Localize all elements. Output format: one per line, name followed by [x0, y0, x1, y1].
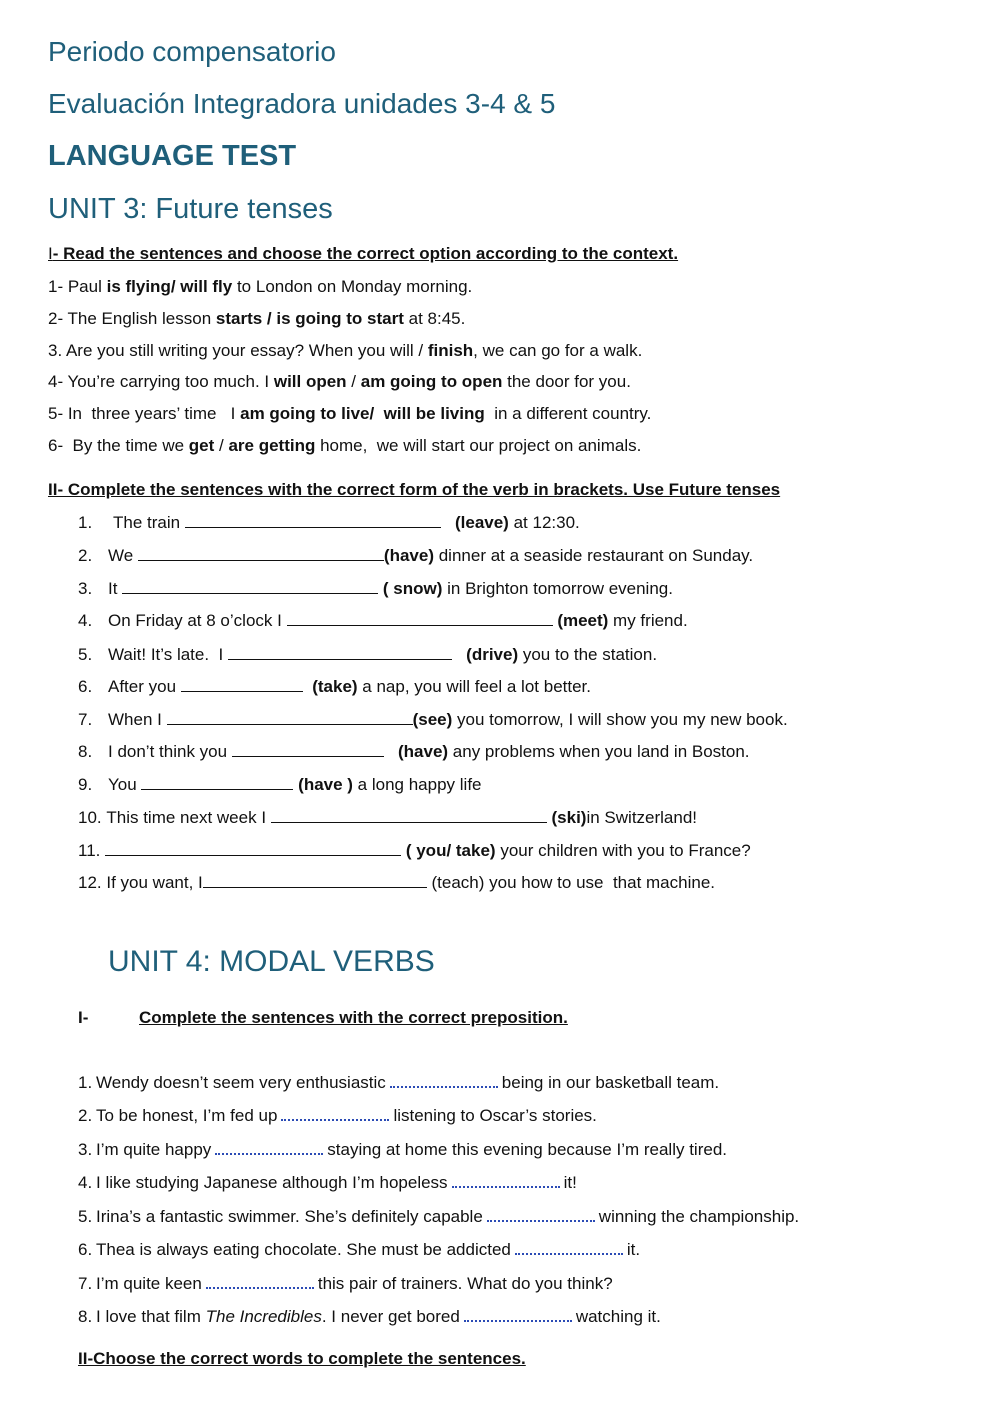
item-tail: in Brighton tomorrow evening.: [442, 579, 673, 598]
item-tail: winning the championship.: [598, 1207, 800, 1226]
item-tail: any problems when you land in Boston.: [448, 742, 750, 761]
item-number: 7.: [78, 710, 93, 729]
u4-s1-item-4: [78, 1172, 577, 1193]
u3-s2-item-6: [78, 676, 591, 697]
item-text: To be honest, I’m fed up: [96, 1106, 278, 1125]
u3-s1-item-5-tail: in a different country.: [484, 404, 652, 423]
u3-s2-item-8: [78, 741, 750, 762]
item-tail: your children with you to France?: [495, 841, 751, 860]
unit4-title: UNIT 4: MODAL VERBS: [108, 945, 435, 978]
u3-s1-item-4-option-a: will open: [273, 372, 347, 391]
u4-s1-instruction: Complete the sentences with the correct preposition.: [139, 1008, 568, 1027]
item-text: You: [108, 775, 142, 794]
item-tail: staying at home this evening because I’m really tired.: [327, 1140, 728, 1159]
u4-s2-instruction: II-Choose the correct words to complete the sentences.: [78, 1349, 526, 1368]
verb-hint: (meet): [557, 611, 609, 630]
item-tail: you how to use that machine.: [484, 873, 716, 892]
answer-blank[interactable]: [281, 1105, 389, 1121]
item-text: Irina’s a fantastic swimmer. She’s definitely capable: [96, 1207, 483, 1226]
answer-blank[interactable]: [185, 512, 441, 528]
answer-blank[interactable]: [390, 1072, 498, 1088]
item-number: 5.: [78, 645, 93, 664]
u3-s1-item-6-option-b: are getting: [228, 436, 316, 455]
answer-blank[interactable]: [122, 578, 378, 594]
item-text: I don’t think you: [108, 742, 232, 761]
answer-blank[interactable]: [287, 610, 553, 626]
item-number: 3.: [78, 579, 93, 598]
u3-s1-item-5-options: am going to live/ will be living: [240, 404, 485, 423]
u4-s1-num: I-: [78, 1008, 89, 1027]
verb-hint: (take): [312, 677, 358, 696]
answer-blank[interactable]: [206, 1273, 314, 1289]
answer-blank[interactable]: [203, 872, 427, 888]
u3-s2-item-10: [78, 807, 697, 828]
u3-s1-item-2-options: starts / is going to start: [215, 309, 404, 328]
verb-hint: ( snow): [382, 579, 443, 598]
answer-blank[interactable]: [487, 1206, 595, 1222]
answer-blank[interactable]: [232, 741, 384, 757]
u3-s2-item-5: [78, 644, 657, 665]
item-number: 9.: [78, 775, 93, 794]
item-text: It: [108, 579, 123, 598]
u3-s1-instr-prefix: I: [48, 244, 53, 263]
u3-s1-item-3-tail: , we can go for a walk.: [473, 341, 643, 360]
item-number: 11.: [78, 841, 101, 860]
item-number: 4.: [78, 611, 93, 630]
item-tail: listening to Oscar’s stories.: [393, 1106, 597, 1125]
item-text: After you: [108, 677, 181, 696]
u4-s1-item-3: [78, 1139, 727, 1160]
u4-s1-item-2: [78, 1105, 597, 1126]
item-number: 5.: [78, 1207, 93, 1226]
answer-blank[interactable]: [452, 1172, 560, 1188]
item-text: If you want, I: [106, 873, 203, 892]
u3-s1-item-4-tail: the door for you.: [502, 372, 631, 391]
item-number: 8.: [78, 1307, 93, 1326]
u3-s1-item-3-text: 3. Are you still writing your essay? When you will /: [48, 341, 428, 360]
item-number: 10.: [78, 808, 102, 827]
item-tail: it.: [626, 1240, 641, 1259]
verb-hint: (leave): [454, 513, 509, 532]
item-text: I’m quite keen: [96, 1274, 202, 1293]
item-tail: at 12:30.: [508, 513, 580, 532]
u4-s1-item-7: [78, 1273, 613, 1294]
u3-s2-item-12: [78, 872, 715, 893]
item-number: 12.: [78, 873, 102, 892]
header-periodo: Periodo compensatorio: [48, 36, 336, 67]
item-text: I love that film: [96, 1307, 206, 1326]
u3-s1-item-5-text: 5- In three years’ time I: [48, 404, 241, 423]
u3-s1-item-1-text: 1- Paul: [48, 277, 107, 296]
item-tail: a nap, you will feel a lot better.: [357, 677, 591, 696]
u3-s2-instruction: II- Complete the sentences with the correct form of the verb in brackets. Use Future tenses: [48, 480, 781, 499]
u3-s1-item-6-sep: /: [214, 436, 229, 455]
item-number: 1.: [78, 1073, 93, 1092]
item-tail: it!: [563, 1173, 577, 1192]
verb-hint: (teach): [431, 873, 485, 892]
u3-s1-item-3: [48, 341, 642, 361]
item-number: 6.: [78, 677, 93, 696]
unit3-title: UNIT 3: Future tenses: [48, 193, 333, 225]
u3-s1-item-2-text: 2- The English lesson: [48, 309, 216, 328]
u3-s2-item-2: [78, 545, 753, 566]
film-title: The Incredibles: [205, 1307, 322, 1326]
item-text: Wendy doesn’t seem very enthusiastic: [96, 1073, 386, 1092]
verb-hint: (ski): [551, 808, 587, 827]
item-number: 2.: [78, 1106, 93, 1125]
answer-blank[interactable]: [271, 807, 547, 823]
item-text: Wait! It’s late. I: [108, 645, 228, 664]
u3-s1-item-6: [48, 436, 641, 456]
item-tail: this pair of trainers. What do you think?: [317, 1274, 613, 1293]
u3-s1-item-4-sep: /: [346, 372, 361, 391]
header-language-test: LANGUAGE TEST: [48, 140, 297, 172]
u3-s1-item-3-options: finish: [427, 341, 474, 360]
item-number: 8.: [78, 742, 93, 761]
item-tail: you tomorrow, I will show you my new book.: [452, 710, 788, 729]
item-text: We: [108, 546, 138, 565]
item-tail: you to the station.: [518, 645, 658, 664]
u4-s1-item-6: [78, 1239, 640, 1260]
answer-blank[interactable]: [215, 1139, 323, 1155]
item-text: I like studying Japanese although I’m hopeless: [96, 1173, 448, 1192]
item-text-cont: . I never get bored: [321, 1307, 460, 1326]
verb-hint: (have): [383, 546, 434, 565]
u3-s2-item-3: [78, 578, 673, 599]
answer-blank[interactable]: [105, 840, 401, 856]
answer-blank[interactable]: [167, 709, 413, 725]
item-text: This time next week I: [106, 808, 271, 827]
header-evaluacion: Evaluación Integradora unidades 3-4 & 5: [48, 88, 556, 119]
item-text: The train: [113, 513, 185, 532]
item-tail: a long happy life: [352, 775, 482, 794]
item-tail: my friend.: [608, 611, 688, 630]
item-tail: dinner at a seaside restaurant on Sunday.: [434, 546, 754, 565]
item-number: 1.: [78, 513, 93, 532]
item-text: On Friday at 8 o’clock I: [108, 611, 287, 630]
u3-s1-item-6-tail: home, we will start our project on animals.: [315, 436, 642, 455]
item-number: 2.: [78, 546, 93, 565]
item-tail: in Switzerland!: [586, 808, 698, 827]
u3-s2-item-4: [78, 610, 688, 631]
item-number: 3.: [78, 1140, 93, 1159]
u4-s1-item-8: [78, 1306, 661, 1327]
u3-s1-item-1-options: is flying/ will fly: [106, 277, 233, 296]
u3-s1-item-4-option-b: am going to open: [360, 372, 503, 391]
answer-blank[interactable]: [181, 676, 303, 692]
answer-blank[interactable]: [138, 545, 384, 561]
u3-s1-item-6-text: 6- By the time we: [48, 436, 189, 455]
u3-s1-item-4-text: 4- You’re carrying too much. I: [48, 372, 274, 391]
u3-s1-item-1: [48, 277, 472, 297]
item-number: 7.: [78, 1274, 93, 1293]
u3-s1-instruction: [48, 244, 678, 264]
verb-hint: ( you/ take): [405, 841, 496, 860]
u3-s2-item-11: [78, 840, 751, 861]
item-text: When I: [108, 710, 167, 729]
answer-blank[interactable]: [464, 1306, 572, 1322]
item-tail: watching it.: [575, 1307, 661, 1326]
u3-s1-item-2-tail: at 8:45.: [403, 309, 466, 328]
item-tail: being in our basketball team.: [501, 1073, 720, 1092]
u3-s2-item-1: [78, 512, 580, 533]
verb-hint: (have): [397, 742, 449, 761]
answer-blank[interactable]: [515, 1239, 623, 1255]
u4-s1-item-1: [78, 1072, 719, 1093]
u3-s1-instr-text: - Read the sentences and choose the correct option according to the context.: [52, 244, 679, 263]
item-text: Thea is always eating chocolate. She must be addicted: [96, 1240, 511, 1259]
u3-s2-item-7: [78, 709, 788, 730]
verb-hint: (see): [412, 710, 453, 729]
item-number: 4.: [78, 1173, 93, 1192]
verb-hint: (drive): [466, 645, 519, 664]
u3-s2-item-9: [78, 774, 482, 795]
item-number: 6.: [78, 1240, 93, 1259]
item-text: I’m quite happy: [96, 1140, 212, 1159]
answer-blank[interactable]: [228, 644, 452, 660]
u3-s1-item-1-tail: to London on Monday morning.: [232, 277, 473, 296]
verb-hint: (have ): [298, 775, 353, 794]
u4-s1-item-5: [78, 1206, 799, 1227]
answer-blank[interactable]: [141, 774, 293, 790]
u3-s1-item-5: [48, 404, 651, 424]
u3-s1-item-4: [48, 372, 631, 392]
u3-s1-item-6-option-a: get: [188, 436, 215, 455]
u3-s1-item-2: [48, 309, 465, 329]
